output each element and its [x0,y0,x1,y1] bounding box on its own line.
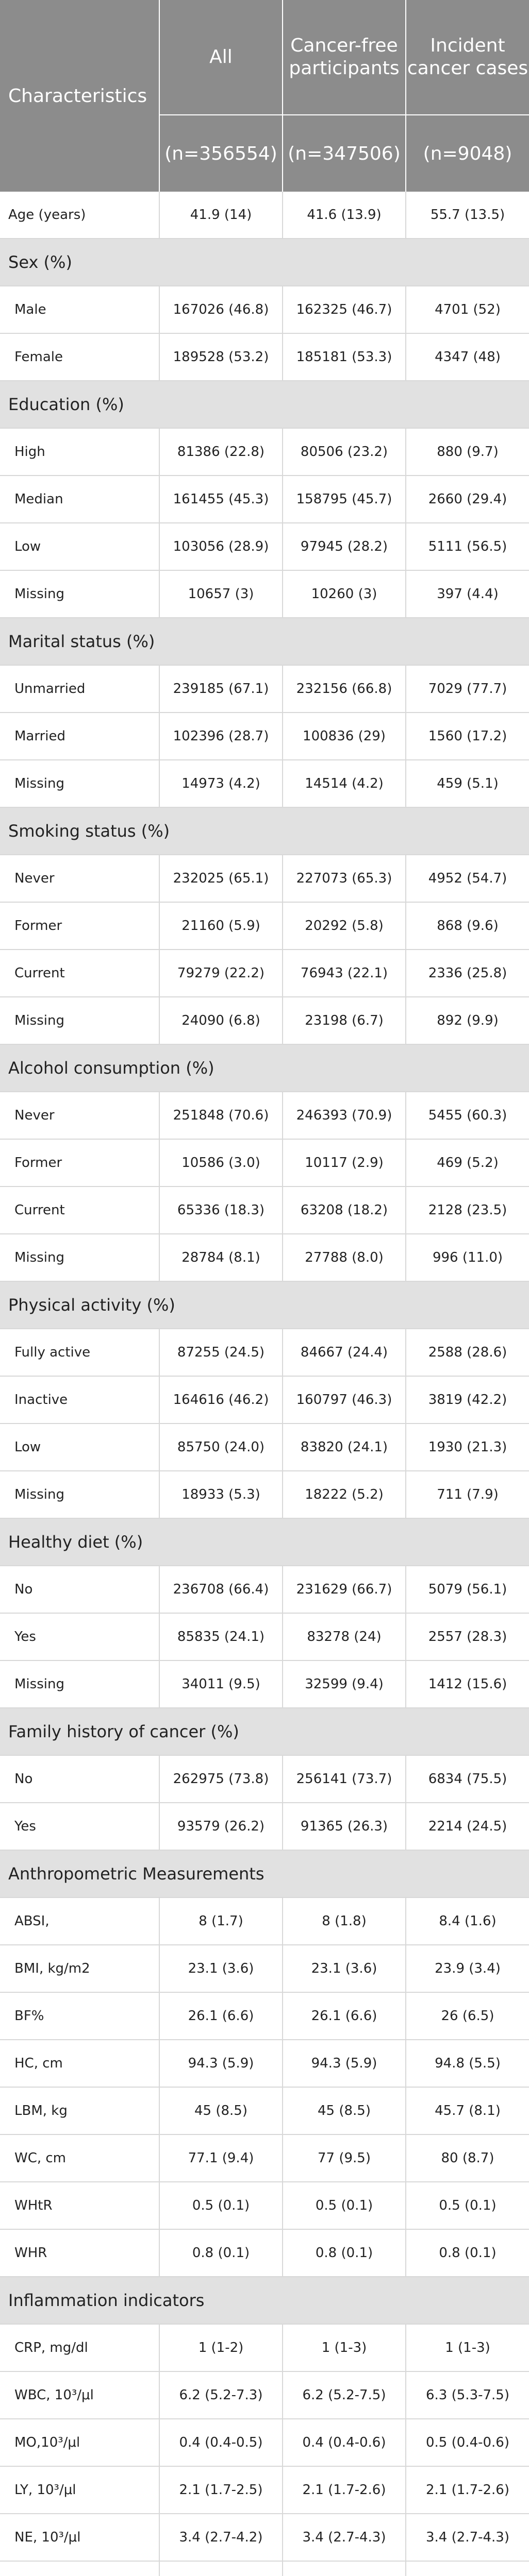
cell-cancer-free: 63208 (18.2) [283,1187,406,1234]
row-label: LY, 10³/μl [0,2466,159,2514]
row-label: Current [0,950,159,997]
cell-cancer-free: 41.6 (13.9) [283,192,406,239]
cell-incident: 2128 (23.5) [406,1187,529,1234]
cell-all: 14973 (4.2) [159,760,283,807]
section-header-row [0,1281,529,1329]
cell-cancer-free: 256141 (73.7) [283,1755,406,1803]
cell-incident: 45.7 (8.1) [406,2087,529,2134]
section-header-row [0,1850,529,1897]
row-label: Married [0,713,159,760]
cell-incident [406,2561,529,2576]
cell-cancer-free: 94.3 (5.9) [283,2040,406,2087]
cell-incident: 3.4 (2.7-4.3) [406,2514,529,2561]
cell-cancer-free: 77 (9.5) [283,2134,406,2182]
cell-incident: 397 (4.4) [406,570,529,618]
table-row [0,902,529,950]
cell-incident: 7029 (77.7) [406,665,529,713]
section-header-row [0,618,529,665]
cell-cancer-free [283,2561,406,2576]
cell-incident: 2.1 (1.7-2.6) [406,2466,529,2514]
row-label: Missing [0,1660,159,1708]
row-label: Median [0,476,159,523]
cell-cancer-free: 83278 (24) [283,1613,406,1660]
cell-all: 24090 (6.8) [159,997,283,1044]
cell-cancer-free: 23198 (6.7) [283,997,406,1044]
section-title: Family history of cancer (%) [0,1708,529,1755]
table-row [0,192,529,239]
cell-cancer-free: 32599 (9.4) [283,1660,406,1708]
table-row [0,1471,529,1518]
row-label: BF% [0,1992,159,2040]
cell-all: 161455 (45.3) [159,476,283,523]
cell-all: 232025 (65.1) [159,855,283,902]
table-row [0,523,529,570]
cell-all: 93579 (26.2) [159,1803,283,1850]
row-label: Yes [0,1803,159,1850]
cell-incident: 2660 (29.4) [406,476,529,523]
section-title: Education (%) [0,381,529,428]
cell-incident: 868 (9.6) [406,902,529,950]
section-header-row [0,807,529,855]
cell-all: 239185 (67.1) [159,665,283,713]
table-header [0,0,529,192]
table-row [0,1329,529,1376]
table-row [0,2561,529,2576]
table-row [0,997,529,1044]
cell-incident: 1 (1-3) [406,2324,529,2371]
cell-cancer-free: 246393 (70.9) [283,1092,406,1139]
row-label: Male [0,286,159,333]
cell-cancer-free: 27788 (8.0) [283,1234,406,1281]
cell-incident: 5455 (60.3) [406,1092,529,1139]
cell-cancer-free: 23.1 (3.6) [283,1945,406,1992]
header-incident-cases: Incident cancer cases [406,0,529,115]
table-row [0,2229,529,2277]
cell-incident: 6.3 (5.3-7.5) [406,2371,529,2419]
section-header-row [0,239,529,286]
cell-cancer-free: 0.8 (0.1) [283,2229,406,2277]
cell-all: 10657 (3) [159,570,283,618]
table-row [0,1992,529,2040]
cell-all: 41.9 (14) [159,192,283,239]
cell-all: 102396 (28.7) [159,713,283,760]
section-title: Healthy diet (%) [0,1518,529,1566]
cell-cancer-free: 1 (1-3) [283,2324,406,2371]
cell-cancer-free: 158795 (45.7) [283,476,406,523]
row-label: Age (years) [0,192,159,239]
row-label: Missing [0,570,159,618]
row-label: Former [0,1139,159,1187]
cell-all: 6.2 (5.2-7.3) [159,2371,283,2419]
cell-cancer-free: 14514 (4.2) [283,760,406,807]
cell-all: 189528 (53.2) [159,333,283,381]
table-row [0,1092,529,1139]
table-body [0,192,529,2576]
row-label: Female [0,333,159,381]
section-header-row [0,1044,529,1092]
cell-incident: 4701 (52) [406,286,529,333]
row-label: Current [0,1187,159,1234]
cell-cancer-free: 8 (1.8) [283,1897,406,1945]
row-label: Low [0,523,159,570]
section-title: Anthropometric Measurements [0,1850,529,1897]
cell-all: 10586 (3.0) [159,1139,283,1187]
table-row [0,2182,529,2229]
table-row [0,1755,529,1803]
cell-cancer-free: 26.1 (6.6) [283,1992,406,2040]
cell-incident: 1412 (15.6) [406,1660,529,1708]
row-label: No [0,1755,159,1803]
row-label: Missing [0,997,159,1044]
table-row [0,333,529,381]
cell-cancer-free: 10260 (3) [283,570,406,618]
cell-incident: 0.5 (0.4-0.6) [406,2419,529,2466]
row-label: WC, cm [0,2134,159,2182]
cell-all: 81386 (22.8) [159,428,283,476]
cell-cancer-free: 80506 (23.2) [283,428,406,476]
cell-all: 251848 (70.6) [159,1092,283,1139]
cell-incident: 5111 (56.5) [406,523,529,570]
row-label [0,2561,159,2576]
cell-cancer-free: 97945 (28.2) [283,523,406,570]
cell-cancer-free: 227073 (65.3) [283,855,406,902]
cell-incident: 23.9 (3.4) [406,1945,529,1992]
row-label: Inactive [0,1376,159,1423]
row-label: MO,10³/μl [0,2419,159,2466]
table-row [0,2514,529,2561]
row-label: Never [0,1092,159,1139]
cell-incident: 6834 (75.5) [406,1755,529,1803]
cell-cancer-free: 185181 (53.3) [283,333,406,381]
row-label: Low [0,1423,159,1471]
cell-all: 77.1 (9.4) [159,2134,283,2182]
cell-incident: 4952 (54.7) [406,855,529,902]
cell-incident: 5079 (56.1) [406,1566,529,1613]
row-label: Former [0,902,159,950]
cell-cancer-free: 83820 (24.1) [283,1423,406,1471]
cell-all: 45 (8.5) [159,2087,283,2134]
cell-all: 18933 (5.3) [159,1471,283,1518]
cell-incident: 26 (6.5) [406,1992,529,2040]
cell-incident: 2214 (24.5) [406,1803,529,1850]
cell-incident: 3819 (42.2) [406,1376,529,1423]
table-row [0,713,529,760]
row-label: Yes [0,1613,159,1660]
table-row [0,1660,529,1708]
row-label: LBM, kg [0,2087,159,2134]
cell-all: 0.8 (0.1) [159,2229,283,2277]
cell-cancer-free: 2.1 (1.7-2.6) [283,2466,406,2514]
cell-cancer-free: 0.4 (0.4-0.6) [283,2419,406,2466]
cell-incident: 880 (9.7) [406,428,529,476]
table-row [0,476,529,523]
cell-all: 1 (1-2) [159,2324,283,2371]
row-label: CRP, mg/dl [0,2324,159,2371]
table-row [0,2040,529,2087]
cell-cancer-free: 232156 (66.8) [283,665,406,713]
header-all: All [159,0,283,115]
table-row [0,286,529,333]
row-label: Missing [0,1234,159,1281]
header-cancer-free: Cancer-free participants [283,0,406,115]
header-characteristics: Characteristics [0,0,159,192]
cell-incident: 892 (9.9) [406,997,529,1044]
cell-all: 87255 (24.5) [159,1329,283,1376]
row-label: Never [0,855,159,902]
table-row [0,1945,529,1992]
cell-all: 21160 (5.9) [159,902,283,950]
cell-cancer-free: 100836 (29) [283,713,406,760]
table-row [0,1897,529,1945]
row-label: BMI, kg/m2 [0,1945,159,1992]
table-row [0,2466,529,2514]
row-label: ABSI, [0,1897,159,1945]
cell-cancer-free: 20292 (5.8) [283,902,406,950]
cell-incident: 55.7 (13.5) [406,192,529,239]
table-row [0,2371,529,2419]
table-row [0,2419,529,2466]
cell-all: 167026 (46.8) [159,286,283,333]
cell-incident: 2588 (28.6) [406,1329,529,1376]
cell-cancer-free: 0.5 (0.1) [283,2182,406,2229]
cell-all: 8 (1.7) [159,1897,283,1945]
table-row [0,855,529,902]
table-row [0,760,529,807]
cell-all: 236708 (66.4) [159,1566,283,1613]
cell-cancer-free: 10117 (2.9) [283,1139,406,1187]
cell-cancer-free: 162325 (46.7) [283,286,406,333]
section-title: Sex (%) [0,239,529,286]
table-row [0,1566,529,1613]
table-row [0,665,529,713]
cell-cancer-free: 6.2 (5.2-7.5) [283,2371,406,2419]
cell-incident: 459 (5.1) [406,760,529,807]
cell-cancer-free: 3.4 (2.7-4.3) [283,2514,406,2561]
cell-incident: 0.8 (0.1) [406,2229,529,2277]
header-n-cancer-free: (n=347506) [283,115,406,192]
cell-cancer-free: 76943 (22.1) [283,950,406,997]
header-n-incident: (n=9048) [406,115,529,192]
cell-cancer-free: 91365 (26.3) [283,1803,406,1850]
cell-incident: 1560 (17.2) [406,713,529,760]
row-label: HC, cm [0,2040,159,2087]
cell-all: 23.1 (3.6) [159,1945,283,1992]
cell-incident: 996 (11.0) [406,1234,529,1281]
section-title: Physical activity (%) [0,1281,529,1329]
row-label: Unmarried [0,665,159,713]
table-row [0,1376,529,1423]
cell-all: 3.4 (2.7-4.2) [159,2514,283,2561]
cell-incident: 711 (7.9) [406,1471,529,1518]
section-title: Marital status (%) [0,618,529,665]
row-label: NE, 10³/μl [0,2514,159,2561]
table-row [0,1234,529,1281]
cell-all: 2.1 (1.7-2.5) [159,2466,283,2514]
cell-incident: 1930 (21.3) [406,1423,529,1471]
cell-incident: 80 (8.7) [406,2134,529,2182]
header-n-all: (n=356554) [159,115,283,192]
row-label: WBC, 10³/μl [0,2371,159,2419]
table-row [0,950,529,997]
table-row [0,428,529,476]
cell-all: 0.5 (0.1) [159,2182,283,2229]
row-label: WHR [0,2229,159,2277]
cell-all: 0.4 (0.4-0.5) [159,2419,283,2466]
row-label: Fully active [0,1329,159,1376]
table-row [0,2134,529,2182]
table-row [0,1803,529,1850]
cell-all: 262975 (73.8) [159,1755,283,1803]
cell-incident: 0.5 (0.1) [406,2182,529,2229]
section-header-row [0,1518,529,1566]
table-row [0,2087,529,2134]
cell-all: 28784 (8.1) [159,1234,283,1281]
section-title: Inflammation indicators [0,2277,529,2324]
cell-incident: 469 (5.2) [406,1139,529,1187]
cell-cancer-free: 231629 (66.7) [283,1566,406,1613]
cell-all: 94.3 (5.9) [159,2040,283,2087]
cell-all: 164616 (46.2) [159,1376,283,1423]
row-label: High [0,428,159,476]
table-row [0,1187,529,1234]
cell-all: 79279 (22.2) [159,950,283,997]
cell-all: 34011 (9.5) [159,1660,283,1708]
section-header-row [0,2277,529,2324]
section-title: Alcohol consumption (%) [0,1044,529,1092]
row-label: Missing [0,760,159,807]
cell-all [159,2561,283,2576]
table-row [0,1423,529,1471]
cell-all: 85750 (24.0) [159,1423,283,1471]
table-row [0,1613,529,1660]
section-title: Smoking status (%) [0,807,529,855]
row-label: No [0,1566,159,1613]
cell-incident: 2336 (25.8) [406,950,529,997]
cell-cancer-free: 84667 (24.4) [283,1329,406,1376]
cell-all: 65336 (18.3) [159,1187,283,1234]
cell-incident: 8.4 (1.6) [406,1897,529,1945]
section-header-row [0,1708,529,1755]
cell-incident: 2557 (28.3) [406,1613,529,1660]
table-row [0,2324,529,2371]
cell-cancer-free: 18222 (5.2) [283,1471,406,1518]
row-label: WHtR [0,2182,159,2229]
cell-all: 103056 (28.9) [159,523,283,570]
table-row [0,570,529,618]
section-header-row [0,381,529,428]
cell-cancer-free: 160797 (46.3) [283,1376,406,1423]
cell-incident: 94.8 (5.5) [406,2040,529,2087]
row-label: Missing [0,1471,159,1518]
cell-cancer-free: 45 (8.5) [283,2087,406,2134]
cell-all: 85835 (24.1) [159,1613,283,1660]
cell-all: 26.1 (6.6) [159,1992,283,2040]
cell-incident: 4347 (48) [406,333,529,381]
table-row [0,1139,529,1187]
